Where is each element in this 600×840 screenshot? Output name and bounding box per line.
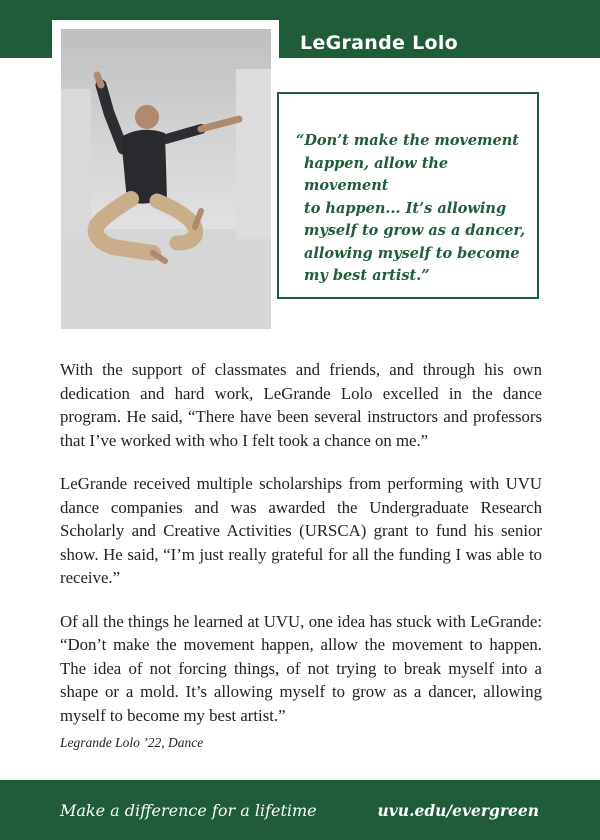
paragraph: Of all the things he learned at UVU, one idea has stuck with LeGrande: “Don’t make the movement happen, allow the movement to happen. The idea of not forcing things, of not trying to break myself into a shape or a mold. It’s allowing myself to grow as a dancer, allowing myself to become my best artist.” — [60, 611, 542, 725]
page-title: LeGrande Lolo — [300, 32, 459, 54]
dancer-illustration — [61, 29, 271, 329]
dancer-photo — [61, 29, 271, 329]
quote-line: myself to grow as a dancer, — [304, 222, 526, 239]
quote-line: happen, allow the movement — [304, 154, 449, 194]
article-body — [60, 358, 542, 747]
paragraph: LeGrande received multiple scholarships from performing with UVU dance companies and was awarded the Undergraduate Research Scholarly and Creative Activities (URSCA) grant to fund his senior show. He said, “I’m just really grateful for all the funding I was able to receive.” — [60, 474, 542, 587]
footer-url-link[interactable]: uvu.edu/evergreen — [377, 801, 539, 820]
quote-line: “Don’t make the movement — [296, 132, 519, 149]
quote-line: to happen... It’s allowing — [304, 199, 507, 217]
paragraph: With the support of classmates and friends, and through his own dedication and hard work, LeGrande Lolo excelled in the dance program. He said, “There have been several instructors and professors that I’ve worked with who I felt took a chance on me.” — [60, 360, 542, 450]
credit-line: Legrande Lolo ’22, Dance — [60, 735, 204, 750]
footer-tagline: Make a difference for a lifetime — [60, 801, 317, 820]
pull-quote-box — [277, 92, 539, 299]
quote-line: allowing myself to become — [304, 244, 520, 262]
quote-line: my best artist.” — [304, 267, 430, 284]
pull-quote — [296, 130, 532, 288]
